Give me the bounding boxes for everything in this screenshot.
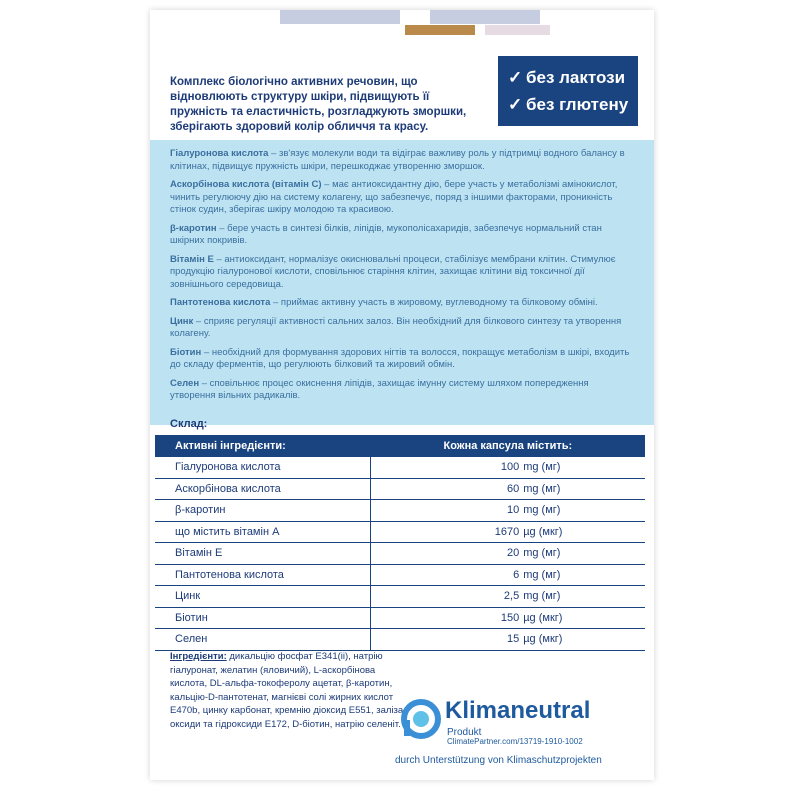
- check-icon: ✓: [508, 95, 523, 114]
- amount-value: 60: [506, 482, 520, 495]
- table-row: [155, 586, 645, 608]
- amount-unit: mg (мг): [523, 590, 561, 603]
- composition-title: Склад:: [170, 418, 208, 430]
- amount-value: 2,5: [503, 590, 520, 603]
- climate-partner-icon: [400, 698, 442, 740]
- ingredient-name: Вітамін Е: [155, 543, 371, 565]
- header-active-ingredients: Активні інгредієнти:: [155, 435, 371, 457]
- composition-rows: [155, 457, 645, 650]
- table-row: [155, 564, 645, 586]
- description-item: Селен – сповільнює процес окиснення ліпідів, захищає імунну систему шляхом попередження утворення вільних радикалів.: [170, 377, 589, 401]
- ingredient-amount: [371, 564, 645, 586]
- ingredient-name: Цинк: [155, 586, 371, 608]
- check-icon: ✓: [508, 68, 523, 87]
- ingredient-amount: [371, 629, 645, 651]
- amount-value: 150: [500, 611, 520, 624]
- ingredient-amount: [371, 586, 645, 608]
- amount-value: 10: [506, 504, 520, 517]
- ingredients-list: [170, 650, 410, 731]
- ingredient-name: Пантотенова кислота: [155, 564, 371, 586]
- ingredients-label: Інгредієнти:: [170, 651, 227, 662]
- table-row: [155, 543, 645, 565]
- ingredient-name: β-каротин: [155, 500, 371, 522]
- description-item: Аскорбінова кислота (вітамін С) – має антиоксидантну дію, бере участь у метаболізмі амінокислот, чинить регулюючу дію на систему колагену, що забезпечує, поряд з іншими факторами, проникність стінок судин, зберігає шкіру молодою та красивою.: [170, 179, 618, 215]
- description-item: Пантотенова кислота – приймає активну участь в жировому, вуглеводному та білковому обміні.: [170, 297, 598, 308]
- amount-unit: µg (мкг): [523, 633, 563, 646]
- table-row: [155, 457, 645, 478]
- ingredient-name: Аскорбінова кислота: [155, 478, 371, 500]
- ingredient-name: Біотин: [155, 607, 371, 629]
- table-row: [155, 629, 645, 651]
- ingredient-name: що містить вітамін А: [155, 521, 371, 543]
- amount-value: 20: [506, 547, 520, 560]
- description-item: Гіалуронова кислота – зв'язує молекули води та відіграє важливу роль у підтримці водного балансу в клітинах, підвищує пружність шкіри, перешкоджає утворенню зморшок.: [170, 148, 625, 172]
- top-edge-artwork: [280, 10, 570, 38]
- badge-row: [508, 64, 638, 91]
- ingredient-descriptions: [150, 140, 654, 425]
- product-box-back: [150, 10, 654, 780]
- ingredient-amount: [371, 543, 645, 565]
- badge-label: без лактози: [526, 68, 626, 87]
- amount-unit: mg (мг): [523, 461, 561, 474]
- ingredient-amount: [371, 500, 645, 522]
- klimaneutral-logo-block: [395, 697, 650, 773]
- ingredient-amount: [371, 607, 645, 629]
- amount-unit: mg (мг): [523, 547, 561, 560]
- amount-unit: mg (мг): [523, 482, 561, 495]
- table-row: [155, 521, 645, 543]
- klimaneutral-produkt: Produkt: [447, 727, 482, 738]
- ingredient-name: Селен: [155, 629, 371, 651]
- header-per-capsule: Кожна капсула містить:: [371, 435, 645, 457]
- allergen-free-badge: [498, 56, 638, 126]
- ingredient-amount: [371, 521, 645, 543]
- ingredient-amount: [371, 457, 645, 478]
- amount-unit: mg (мг): [523, 568, 561, 581]
- klimaneutral-support-text: durch Unterstützung von Klimaschutzprojekten: [395, 755, 602, 766]
- amount-value: 6: [513, 568, 520, 581]
- table-header-row: [155, 435, 645, 457]
- composition-table: [155, 435, 645, 651]
- badge-label: без глютену: [526, 95, 629, 114]
- description-item: β-каротин – бере участь в синтезі білків, ліпідів, мукополісахаридів, забезпечує нормальний стан шкірних покривів.: [170, 222, 602, 246]
- klimaneutral-brand: Klimaneutral: [445, 697, 591, 724]
- amount-unit: µg (мкг): [523, 525, 563, 538]
- amount-value: 15: [506, 633, 520, 646]
- table-row: [155, 500, 645, 522]
- amount-unit: µg (мкг): [523, 611, 563, 624]
- description-item: Цинк – сприяє регуляції активності сальних залоз. Він необхідний для білкового синтезу та утворення колагену.: [170, 315, 622, 339]
- amount-value: 1670: [494, 525, 520, 538]
- table-row: [155, 607, 645, 629]
- description-item: Вітамін Е – антиоксидант, нормалізує окиснювальні процеси, стабілізує мембрани клітин. Стимулює продукцію гіалуронової кислоти, сповільнює старіння клітин, захищає клітини від токсичної дії зовнішнього середовища.: [170, 253, 616, 290]
- ingredient-name: Гіалуронова кислота: [155, 457, 371, 478]
- description-item: Біотин – необхідний для формування здорових нігтів та волосся, покращує метаболізм в шкірі, входить до складу ферментів, що регулюють білковий та жировий обмін.: [170, 346, 630, 370]
- climatepartner-url: ClimatePartner.com/13719-1910-1002: [447, 737, 583, 746]
- amount-unit: mg (мг): [523, 504, 561, 517]
- intro-text: Комплекс біологічно активних речовин, що відновлюють структуру шкіри, підвищують її пружність та еластичність, розгладжують зморшки, зберігають здоровий колір обличчя та красу.: [170, 76, 467, 133]
- badge-row: [508, 91, 638, 118]
- ingredients-text: дикальцію фосфат Е341(ii), натрію гіалуронат, желатин (яловичий), L-аскорбінова кислота, DL-альфа-токоферолу ацетат, β-каротин, кальцію-D-пантотенат, магнієві солі жирних кислот Е470b, цинку карбонат, кремнію діоксид Е551, заліза оксиди та гідроксиди Е172, D-біотин, натрію селеніт.: [170, 651, 404, 730]
- amount-value: 100: [500, 461, 520, 474]
- ingredient-amount: [371, 478, 645, 500]
- table-row: [155, 478, 645, 500]
